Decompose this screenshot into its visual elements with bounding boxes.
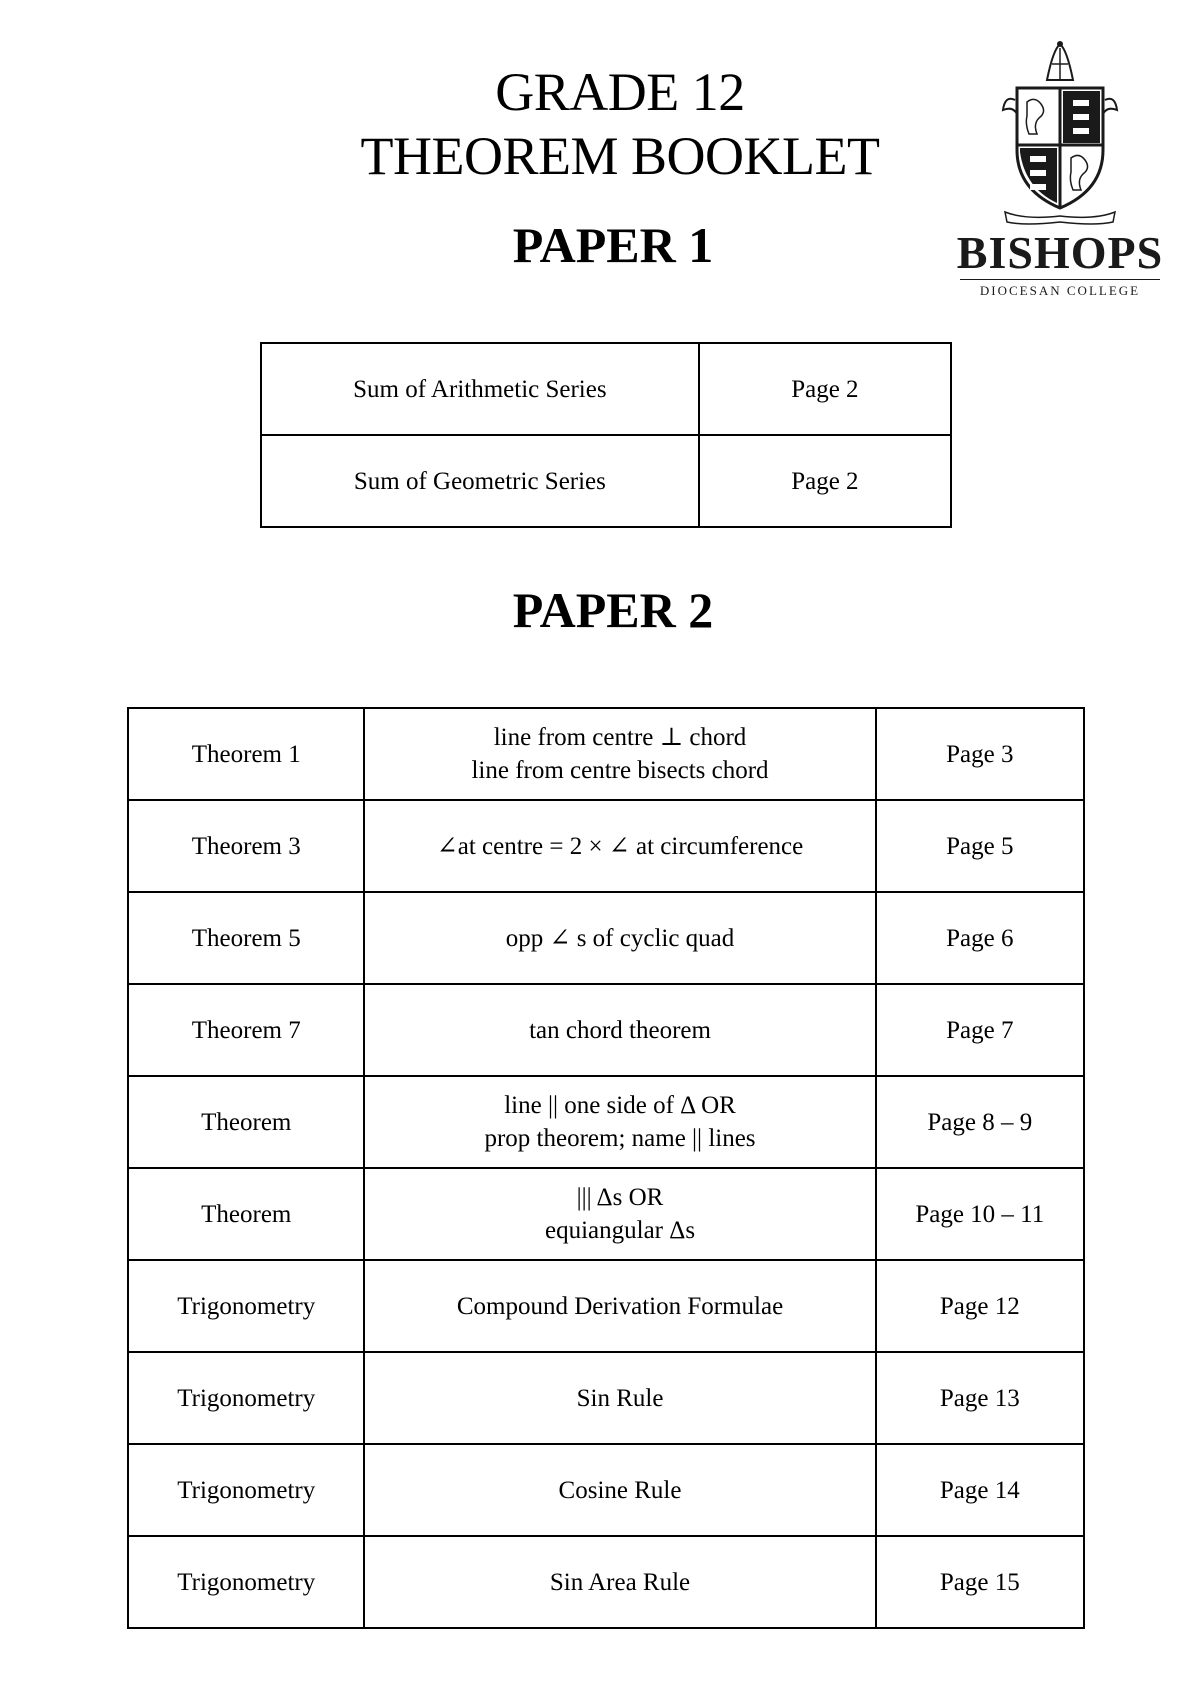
table-row — [128, 1168, 1084, 1260]
school-logo — [945, 40, 1175, 330]
page-cell: Page 15 — [876, 1536, 1084, 1628]
paper1-heading: PAPER 1 — [512, 217, 714, 273]
school-name: BISHOPS — [956, 227, 1164, 278]
description-line: Compound Derivation Formulae — [456, 1292, 784, 1320]
title-booklet: THEOREM BOOKLET — [360, 126, 880, 186]
table-row — [261, 343, 951, 435]
table-row — [261, 435, 951, 527]
description-line: Sin Rule — [576, 1384, 664, 1412]
label-cell: Theorem 7 — [128, 984, 364, 1076]
topic-cell: Sum of Arithmetic Series — [261, 343, 699, 435]
description-cell — [364, 708, 875, 800]
description-line: line || one side of Δ OR — [504, 1092, 736, 1119]
description-line: equiangular Δs — [544, 1217, 696, 1244]
label-cell: Trigonometry — [128, 1260, 364, 1352]
page-cell: Page 6 — [876, 892, 1084, 984]
school-crest-icon — [995, 40, 1125, 225]
description-cell — [364, 1076, 875, 1168]
page-cell: Page 10 – 11 — [876, 1168, 1084, 1260]
table-row — [128, 1536, 1084, 1628]
paper1-table — [260, 342, 952, 528]
label-cell: Theorem 1 — [128, 708, 364, 800]
page-cell: Page 14 — [876, 1444, 1084, 1536]
table-row — [128, 1260, 1084, 1352]
page-cell: Page 5 — [876, 800, 1084, 892]
label-cell: Theorem — [128, 1168, 364, 1260]
paper2-heading: PAPER 2 — [512, 582, 714, 638]
page-cell: Page 12 — [876, 1260, 1084, 1352]
description-cell — [364, 892, 875, 984]
label-cell: Theorem 5 — [128, 892, 364, 984]
description-cell — [364, 1536, 875, 1628]
description-line: prop theorem; name || lines — [484, 1125, 756, 1152]
description-cell — [364, 800, 875, 892]
table-row — [128, 1076, 1084, 1168]
page-cell: Page 2 — [699, 343, 951, 435]
description-line: ∠at centre = 2 × ∠ at circumference — [436, 832, 804, 860]
description-line: line from centre ⊥ chord — [493, 724, 747, 751]
description-line: opp ∠ s of cyclic quad — [505, 924, 735, 952]
table-row — [128, 984, 1084, 1076]
description-cell — [364, 1168, 875, 1260]
page-cell: Page 13 — [876, 1352, 1084, 1444]
table-row — [128, 708, 1084, 800]
topic-cell: Sum of Geometric Series — [261, 435, 699, 527]
page-cell: Page 3 — [876, 708, 1084, 800]
page-cell: Page 7 — [876, 984, 1084, 1076]
title-grade: GRADE 12 — [495, 62, 745, 122]
table-row — [128, 892, 1084, 984]
table-row — [128, 1444, 1084, 1536]
paper2-table — [127, 707, 1085, 1629]
school-subtitle: DIOCESAN COLLEGE — [979, 283, 1141, 298]
logo-divider — [960, 279, 1160, 280]
label-cell: Theorem 3 — [128, 800, 364, 892]
description-cell — [364, 1352, 875, 1444]
description-line: tan chord theorem — [529, 1016, 711, 1044]
table-row — [128, 800, 1084, 892]
label-cell: Trigonometry — [128, 1352, 364, 1444]
description-line: Sin Area Rule — [549, 1568, 691, 1596]
page-cell: Page 2 — [699, 435, 951, 527]
description-cell — [364, 1260, 875, 1352]
label-cell: Trigonometry — [128, 1536, 364, 1628]
table-row — [128, 1352, 1084, 1444]
label-cell: Theorem — [128, 1076, 364, 1168]
page-cell: Page 8 – 9 — [876, 1076, 1084, 1168]
booklet-title — [310, 60, 930, 188]
description-cell — [364, 1444, 875, 1536]
description-line: ||| Δs OR — [576, 1184, 664, 1211]
description-line: Cosine Rule — [558, 1476, 682, 1504]
description-line: line from centre bisects chord — [471, 757, 769, 784]
label-cell: Trigonometry — [128, 1444, 364, 1536]
description-cell — [364, 984, 875, 1076]
